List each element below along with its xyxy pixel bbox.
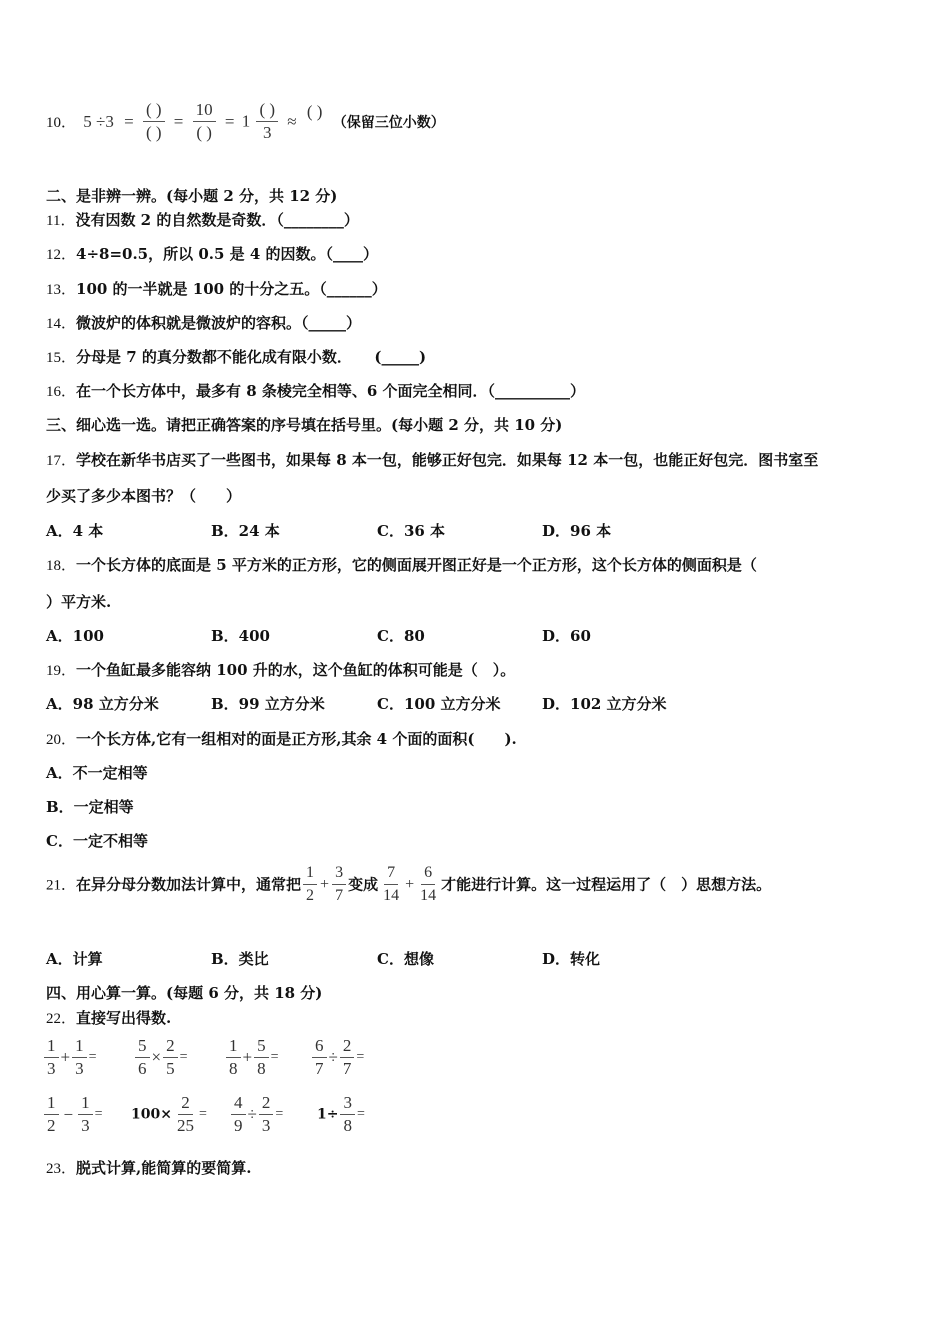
q22-r2e2-d2: 25 [176, 1116, 194, 1135]
q22-r1e2-n1: 5 [135, 1036, 150, 1058]
q17-option-b[interactable]: B．24 本 [211, 522, 280, 540]
q11-text: 没有因数 2 的自然数是奇数．（________） [75, 211, 359, 229]
q12 [46, 244, 378, 265]
q10-fraction-2-numerator: 10 [193, 100, 216, 122]
q11 [46, 210, 359, 231]
q10-fraction-1-numerator: ( ) [143, 100, 165, 122]
q22-row2-expr3 [229, 1093, 283, 1136]
q20-option-c[interactable]: C．一定不相等 [46, 832, 148, 850]
q22-r1e4-eq: = [356, 1049, 365, 1065]
q17-line1 [46, 450, 818, 471]
q22-r1e1-d1: 3 [47, 1059, 56, 1078]
q12-text: 4÷8=0.5，所以 0.5 是 4 的因数。（____） [76, 245, 379, 263]
q22-r2e4-eq: = [356, 1106, 365, 1122]
q17-option-d[interactable]: D．96 本 [542, 522, 612, 540]
q22-row1-expr2 [133, 1036, 188, 1079]
q17-text-line1: 学校在新华书店买了一些图书，如果每 8 本一包，能够正好包完．如果每 12 本一包，也能正好包完．图书室至 [76, 451, 819, 469]
q10-fraction-3-denominator: 3 [263, 123, 272, 142]
q22 [46, 1008, 171, 1029]
q22-r1e4-op: ÷ [328, 1047, 338, 1067]
q15 [46, 347, 426, 368]
q22-r2e3-n1: 4 [231, 1093, 246, 1115]
q21-text-post: 才能进行计算。这一过程运用了（ ）思想方法。 [441, 875, 772, 894]
q20 [46, 729, 517, 750]
q22-r2e3-eq: = [275, 1106, 284, 1122]
section2-title: 二、是非辨一辨。(每小题 2 分，共 12 分) [46, 187, 338, 205]
q10-number: 10． [46, 115, 77, 131]
q22-row1-expr3 [224, 1036, 279, 1079]
q21-option-c[interactable]: C．想像 [377, 950, 434, 968]
q21-fraction-a-numerator: 1 [303, 863, 317, 885]
q10-equation [46, 100, 448, 143]
q21-plus-1: + [320, 875, 330, 893]
q22-text: 直接写出得数. [76, 1009, 172, 1027]
section3-title: 三、细心选一选。请把正确答案的序号填在括号里。(每小题 2 分，共 10 分) [46, 416, 563, 434]
q21-expression-1 [301, 864, 348, 904]
q15-number: 15． [46, 350, 77, 366]
q19-option-b[interactable]: B．99 立方分米 [211, 695, 325, 713]
q21-fraction-a-denominator: 2 [306, 887, 315, 904]
q12-number: 12． [46, 247, 77, 263]
q22-r2e4-pre: 1÷ [317, 1106, 339, 1123]
q10-mixed-whole: 1 [241, 111, 251, 131]
q15-text: 分母是 7 的真分数都不能化成有限小数． (_____) [76, 348, 427, 366]
q22-r1e1-op: + [60, 1047, 71, 1067]
q18-number: 18． [46, 558, 77, 574]
q10-fraction-1 [143, 100, 165, 143]
q13 [46, 279, 387, 300]
q14 [46, 313, 361, 334]
q10-answer-blank: ( ) [306, 101, 323, 121]
q21-fraction-b-numerator: 3 [332, 863, 346, 885]
q22-r2e4-n2: 3 [340, 1093, 355, 1115]
q11-number: 11． [46, 213, 76, 229]
q10-fraction-1-denominator: ( ) [145, 123, 162, 142]
q21-fraction-c [380, 863, 402, 906]
q22-r1e4-d2: 7 [342, 1059, 352, 1078]
q17-number: 17． [46, 453, 77, 469]
q20-number: 20． [46, 732, 77, 748]
q21-option-b[interactable]: B．类比 [211, 950, 269, 968]
q14-number: 14． [46, 316, 77, 332]
q21-plus-2: + [405, 875, 415, 893]
q10-fraction-3 [256, 100, 278, 143]
q20-text: 一个长方体,它有一组相对的面是正方形,其余 4 个面的面积( ). [76, 730, 517, 748]
q22-r1e3-d2: 8 [257, 1059, 266, 1078]
q20-option-b[interactable]: B．一定相等 [46, 798, 134, 816]
q14-text: 微波炉的体积就是微波炉的容积。（_____） [76, 314, 362, 332]
q18-line1 [46, 555, 757, 576]
q19-number: 19． [46, 663, 77, 679]
q22-r1e1-n2: 1 [72, 1036, 87, 1058]
q21 [46, 863, 771, 906]
q21-option-d[interactable]: D．转化 [542, 950, 601, 968]
q10-lhs: 5 ÷3 [83, 111, 114, 131]
q16 [46, 381, 585, 402]
q10-equals-3: = [224, 111, 235, 131]
q22-r2e2-eq: = [198, 1106, 207, 1122]
q22-r1e2-n2: 2 [163, 1036, 178, 1058]
q22-r2e1-op: − [63, 1104, 74, 1124]
q22-r2e1-d1: 2 [47, 1116, 56, 1135]
q18-option-a[interactable]: A．100 [46, 627, 104, 645]
q18-text-line2: ）平方米. [46, 593, 112, 611]
q22-r1e3-n1: 1 [226, 1036, 241, 1058]
q22-r1e4-d1: 7 [315, 1059, 324, 1078]
q17-option-c[interactable]: C．36 本 [377, 522, 446, 540]
q10-fraction-3-numerator: ( ) [256, 100, 278, 122]
q19-option-d[interactable]: D．102 立方分米 [542, 695, 667, 713]
q20-option-a[interactable]: A．不一定相等 [46, 764, 148, 782]
q22-r1e1-eq: = [88, 1049, 97, 1065]
q22-r1e1-d2: 3 [75, 1059, 84, 1078]
q19-option-c[interactable]: C．100 立方分米 [377, 695, 501, 713]
q22-r2e2-n2: 2 [178, 1093, 193, 1115]
q21-option-a[interactable]: A．计算 [46, 950, 103, 968]
q19-text: 一个鱼缸最多能容纳 100 升的水，这个鱼缸的体积可能是（ ）。 [76, 661, 516, 679]
q13-number: 13． [46, 282, 77, 298]
q10-equals-1: = [124, 111, 134, 131]
q10-fraction-2 [193, 100, 216, 143]
q22-r2e4-d2: 8 [343, 1116, 352, 1135]
q22-r1e3-d1: 8 [229, 1059, 238, 1078]
q21-fraction-a [303, 863, 317, 906]
q22-number: 22． [46, 1011, 77, 1027]
q21-fraction-d-numerator: 6 [421, 863, 435, 885]
section4-title: 四、用心算一算。(每题 6 分，共 18 分) [46, 984, 323, 1002]
q22-r2e3-d2: 3 [261, 1116, 271, 1135]
q21-fraction-b-denominator: 7 [335, 887, 344, 904]
q22-row2-expr2 [131, 1093, 207, 1136]
q19 [46, 660, 515, 681]
q16-number: 16． [46, 384, 77, 400]
q22-row1-expr1 [42, 1036, 97, 1079]
q22-r1e2-d2: 5 [166, 1059, 175, 1078]
q23-number: 23． [46, 1161, 77, 1177]
q22-row2-expr1 [42, 1093, 103, 1136]
q22-r1e1-n1: 1 [44, 1036, 59, 1058]
q22-r2e1-n1: 1 [44, 1093, 59, 1115]
q18-option-d[interactable]: D．60 [542, 627, 591, 645]
q10-note: （保留三位小数） [332, 114, 445, 131]
q21-fraction-c-numerator: 7 [384, 863, 398, 885]
q22-r2e3-d1: 9 [234, 1116, 243, 1135]
q22-r1e3-n2: 5 [254, 1036, 269, 1058]
q22-r2e3-op: ÷ [247, 1104, 257, 1124]
q22-r1e2-op: × [151, 1047, 162, 1067]
q18-option-c[interactable]: C．80 [377, 627, 425, 645]
q19-option-a[interactable]: A．98 立方分米 [46, 695, 159, 713]
q22-r2e1-eq: = [94, 1106, 103, 1122]
q18-option-b[interactable]: B．400 [211, 627, 270, 645]
q16-text: 在一个长方体中，最多有 8 条棱完全相等、6 个面完全相同．（__________） [76, 382, 586, 400]
q21-fraction-b [332, 863, 346, 906]
q22-r2e3-n2: 2 [259, 1093, 274, 1115]
q22-r1e4-n2: 2 [340, 1036, 355, 1058]
q10-fraction-2-denominator: ( ) [196, 123, 212, 142]
q21-text-mid: 变成 [348, 875, 379, 894]
q21-fraction-d [417, 863, 439, 906]
q10-equals-2: = [173, 111, 184, 131]
q23 [46, 1158, 251, 1179]
q22-r1e2-eq: = [179, 1049, 188, 1065]
q22-r1e3-eq: = [270, 1049, 279, 1065]
q17-text-line2: 少买了多少本图书？（ ） [46, 487, 242, 505]
q10-approx: ≈ [287, 111, 297, 131]
q22-r2e1-d2: 3 [81, 1116, 90, 1135]
q13-text: 100 的一半就是 100 的十分之五。（______） [76, 280, 387, 298]
q22-r1e4-n1: 6 [312, 1036, 327, 1058]
q23-text: 脱式计算,能简算的要简算. [76, 1159, 252, 1177]
q21-number: 21． [46, 877, 77, 894]
q22-r1e3-op: + [242, 1047, 253, 1067]
q21-text-pre: 在异分母分数加法计算中，通常把 [76, 875, 302, 894]
q22-r2e1-n2: 1 [78, 1093, 93, 1115]
q22-row1-expr4 [310, 1036, 364, 1079]
q22-row2-expr4 [317, 1093, 365, 1136]
q17-option-a[interactable]: A．4 本 [46, 522, 104, 540]
q18-text-line1: 一个长方体的底面是 5 平方米的正方形，它的侧面展开图正好是一个正方形，这个长方体的侧面积是（ [76, 556, 757, 574]
q21-expression-2 [378, 864, 441, 904]
q21-fraction-c-denominator: 14 [383, 887, 400, 904]
q22-r1e2-d1: 6 [138, 1059, 147, 1078]
q21-fraction-d-denominator: 14 [420, 887, 437, 904]
q22-r2e2-pre: 100× [131, 1106, 172, 1123]
